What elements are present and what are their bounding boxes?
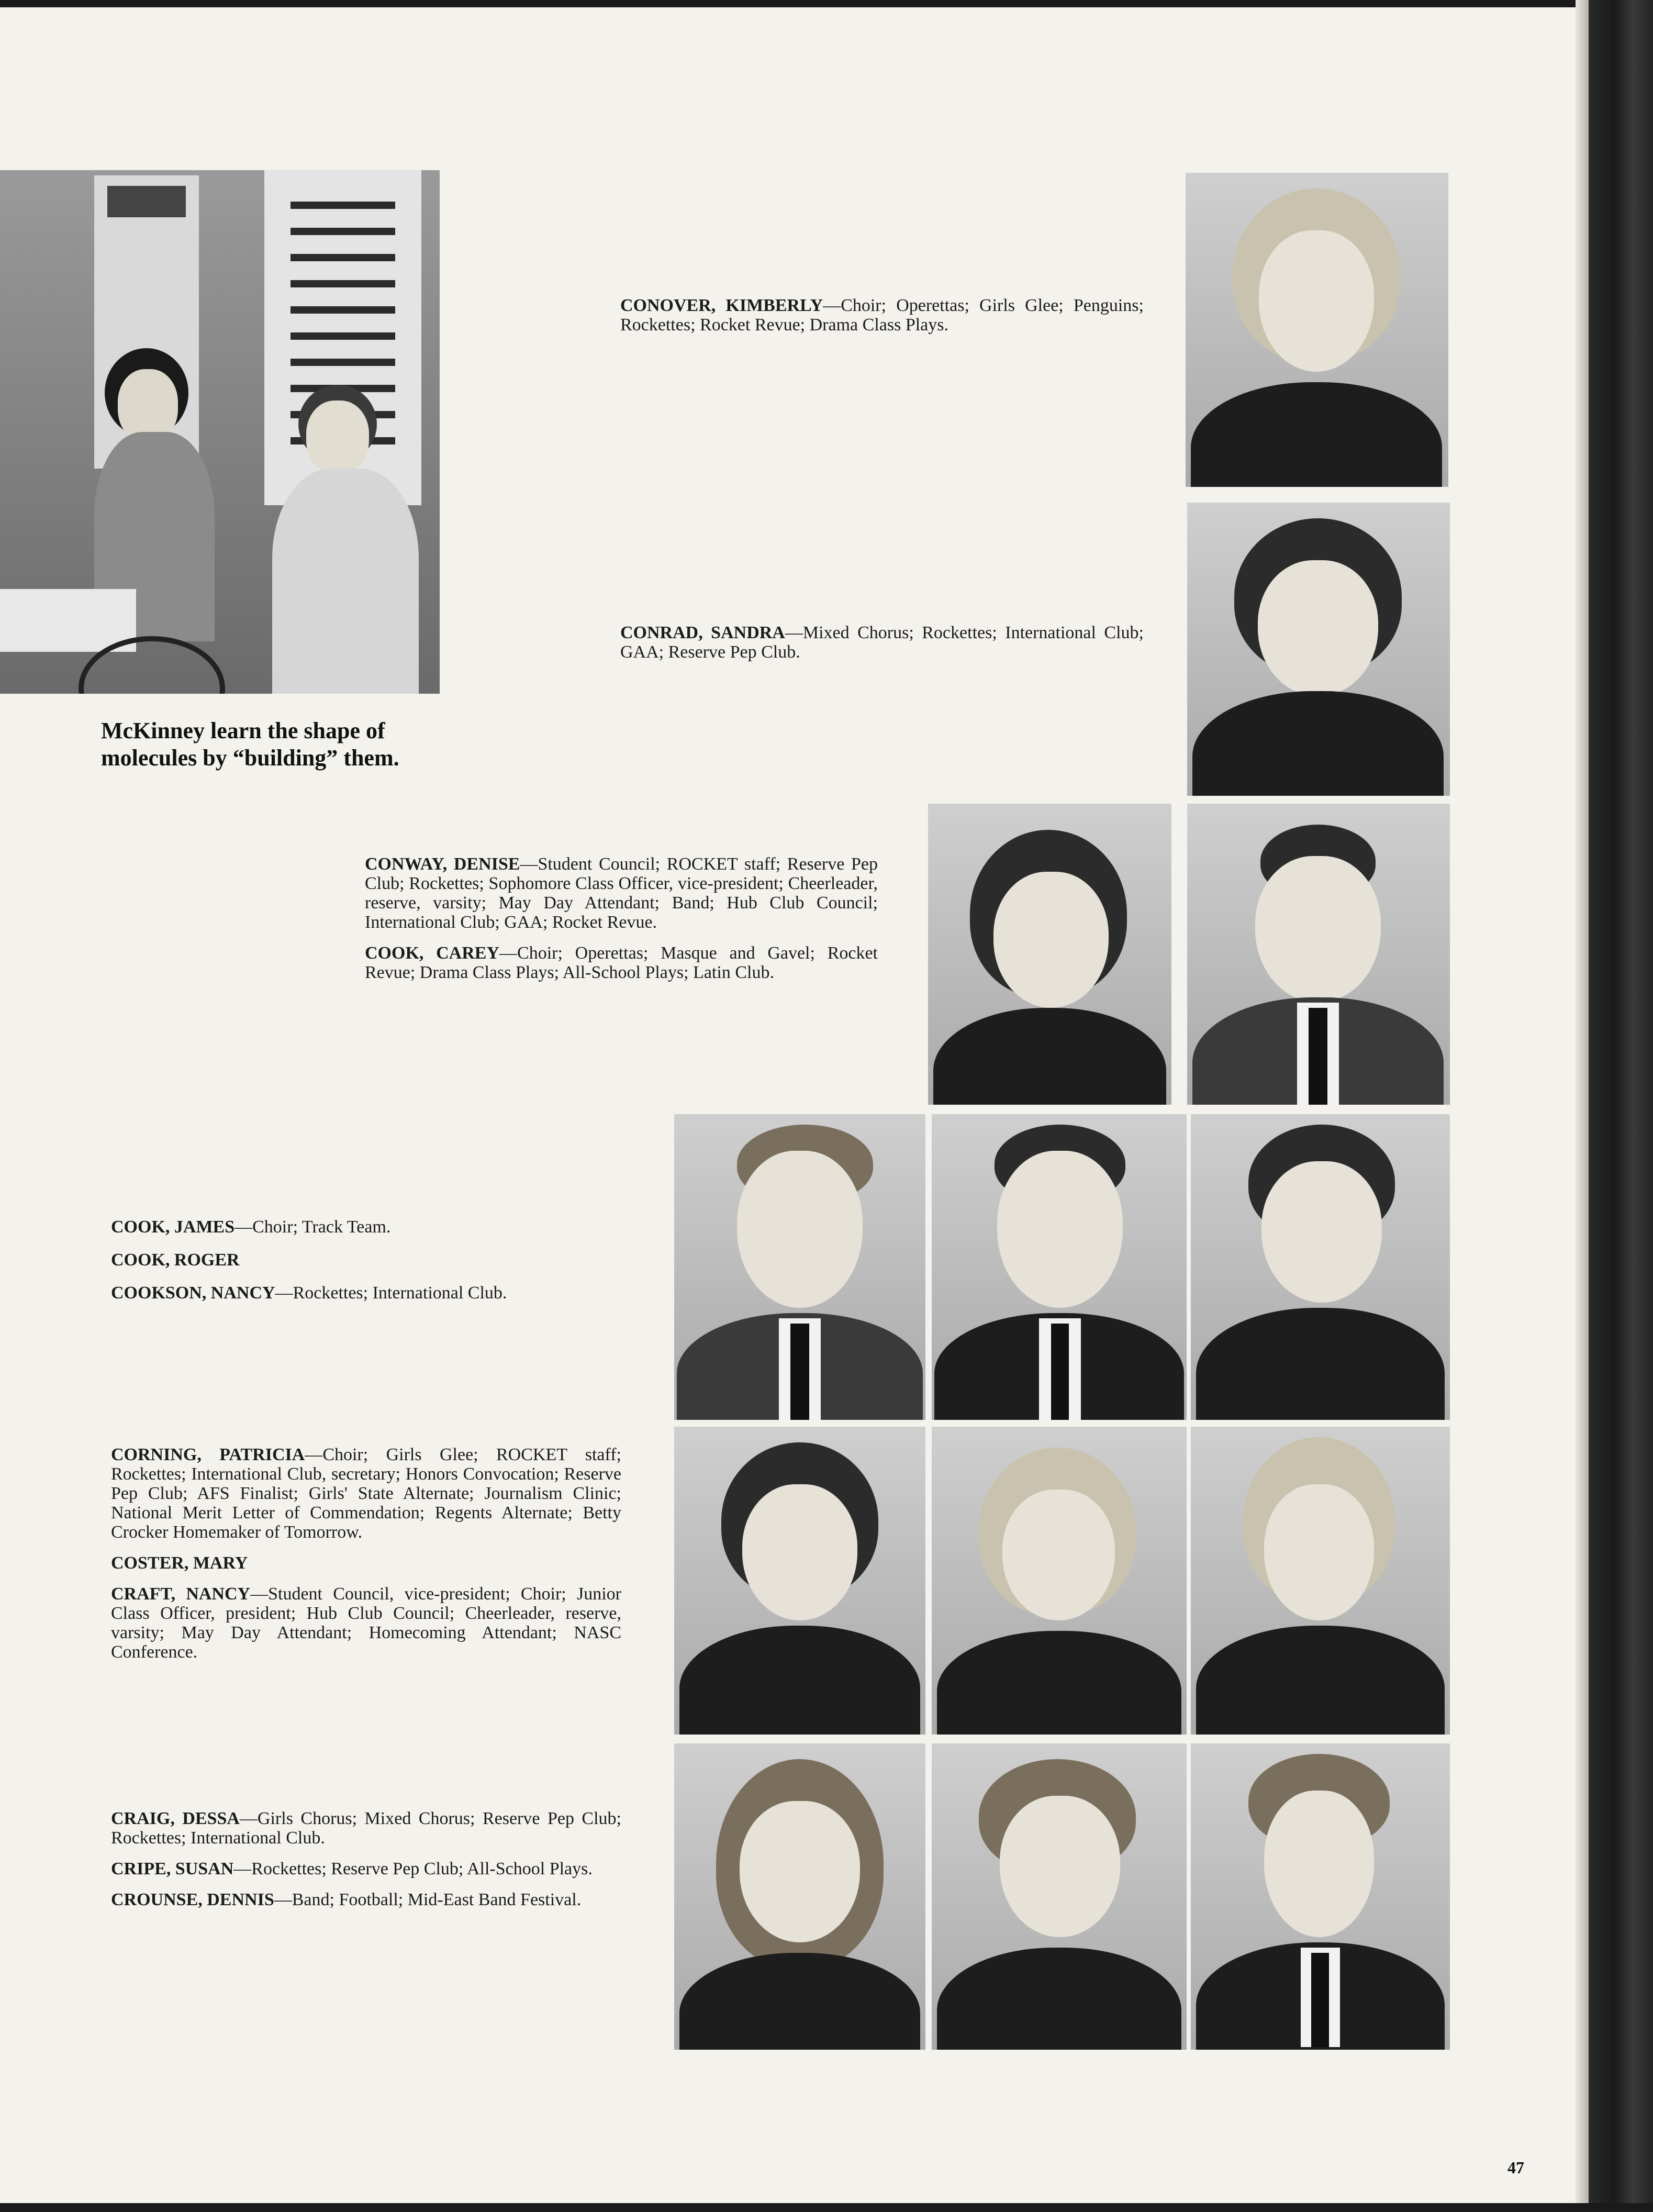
portrait-cripe-susan <box>932 1743 1187 2050</box>
portrait-craig-dessa <box>674 1743 925 2050</box>
bio-cook-carey <box>365 943 878 982</box>
bio-craft-nancy <box>111 1584 621 1662</box>
student-name: CONWAY, DENISE <box>365 854 520 874</box>
page-top-edge <box>0 0 1653 7</box>
portrait-craft-nancy <box>1191 1427 1450 1735</box>
student-name: COOK, JAMES <box>111 1217 235 1237</box>
student-name: CRIPE, SUSAN <box>111 1859 234 1878</box>
student-activities: —Mixed Chorus; Rockettes; International Club; GAA; Reserve Pep Club. <box>620 623 1144 662</box>
photo-caption <box>101 717 457 772</box>
bio-conover-kimberly <box>620 296 1144 335</box>
student-name: COOK, ROGER <box>111 1250 240 1270</box>
portrait-cook-carey <box>1187 804 1450 1105</box>
student-name: CRAIG, DESSA <box>111 1809 240 1828</box>
portrait-cook-james <box>674 1114 925 1420</box>
bio-group-conway-cook <box>365 854 878 994</box>
bio-cook-james <box>111 1217 624 1237</box>
portrait-corning-patricia <box>674 1427 925 1735</box>
student-activities: —Rockettes; International Club. <box>275 1283 507 1303</box>
bio-group-craig-crounse <box>111 1809 621 1921</box>
student-name: COOK, CAREY <box>365 943 500 963</box>
student-activities: —Student Council, vice-president; Choir; Junior Class Officer, president; Hub Club Council; Cheerleader, reserve, varsity; May Day Attendant; Homecoming Attendant; NASC Conference. <box>111 1584 621 1662</box>
bio-cripe-susan <box>111 1859 621 1878</box>
bio-conway-denise <box>365 854 878 932</box>
book-binding <box>1589 0 1653 2212</box>
portrait-crounse-dennis <box>1191 1743 1450 2050</box>
student-activities: —Rockettes; Reserve Pep Club; All-School Plays. <box>233 1859 593 1878</box>
lab-photo <box>0 170 440 694</box>
caption-line-2: molecules by “building” them. <box>101 745 399 771</box>
student-name: COOKSON, NANCY <box>111 1283 275 1303</box>
bio-crounse-dennis <box>111 1890 621 1909</box>
portrait-conrad-sandra <box>1187 503 1450 796</box>
student-activities: —Band; Football; Mid-East Band Festival. <box>274 1890 582 1909</box>
caption-line-1: McKinney learn the shape of <box>101 718 385 743</box>
portrait-cookson-nancy <box>1191 1114 1450 1420</box>
bio-coster-mary <box>111 1553 621 1573</box>
bio-craig-dessa <box>111 1809 621 1848</box>
student-activities: —Choir; Operettas; Girls Glee; Penguins; Rockettes; Rocket Revue; Drama Class Plays. <box>620 296 1144 335</box>
student-name: CONOVER, KIMBERLY <box>620 296 823 315</box>
student-activities: —Choir; Track Team. <box>234 1217 391 1237</box>
student-name: CRAFT, NANCY <box>111 1584 251 1604</box>
bio-conrad-sandra <box>620 623 1144 662</box>
portrait-coster-mary <box>932 1427 1187 1735</box>
student-activities: —Choir; Operettas; Masque and Gavel; Rocket Revue; Drama Class Plays; All-School Plays; Latin Club. <box>365 943 878 982</box>
bio-cook-roger <box>111 1250 624 1270</box>
student-activities: —Choir; Girls Glee; ROCKET staff; Rockettes; International Club, secretary; Honors Convocation; Reserve Pep Club; AFS Finalist; Girls' State Alternate; Journalism Clinic; National Merit Letter of Commendation; Regents Alternate; Betty Crocker Homemaker of Tomorrow. <box>111 1445 622 1542</box>
portrait-conover-kimberly <box>1186 173 1448 487</box>
bio-group-corning-craft <box>111 1445 621 1673</box>
student-name: CORNING, PATRICIA <box>111 1445 305 1464</box>
portrait-conway-denise <box>928 804 1171 1105</box>
student-name: CONRAD, SANDRA <box>620 623 785 642</box>
bio-cookson-nancy <box>111 1283 624 1303</box>
student-activities: —Girls Chorus; Mixed Chorus; Reserve Pep Club; Rockettes; International Club. <box>111 1809 621 1848</box>
page-number: 47 <box>1507 2158 1524 2177</box>
bio-group-cook-cookson <box>111 1217 624 1314</box>
portrait-cook-roger <box>932 1114 1187 1420</box>
page-edge <box>1576 0 1589 2212</box>
student-name: CROUNSE, DENNIS <box>111 1890 274 1909</box>
bio-corning-patricia <box>111 1445 621 1542</box>
student-name: COSTER, MARY <box>111 1553 248 1573</box>
student-activities: —Student Council; ROCKET staff; Reserve Pep Club; Rockettes; Sophomore Class Officer, vice-president; Cheerleader, reserve, varsity; May Day Attendant; Band; Hub Club Council; International Club; GAA; Rocket Revue. <box>365 854 878 932</box>
page-bottom-edge <box>0 2203 1653 2212</box>
